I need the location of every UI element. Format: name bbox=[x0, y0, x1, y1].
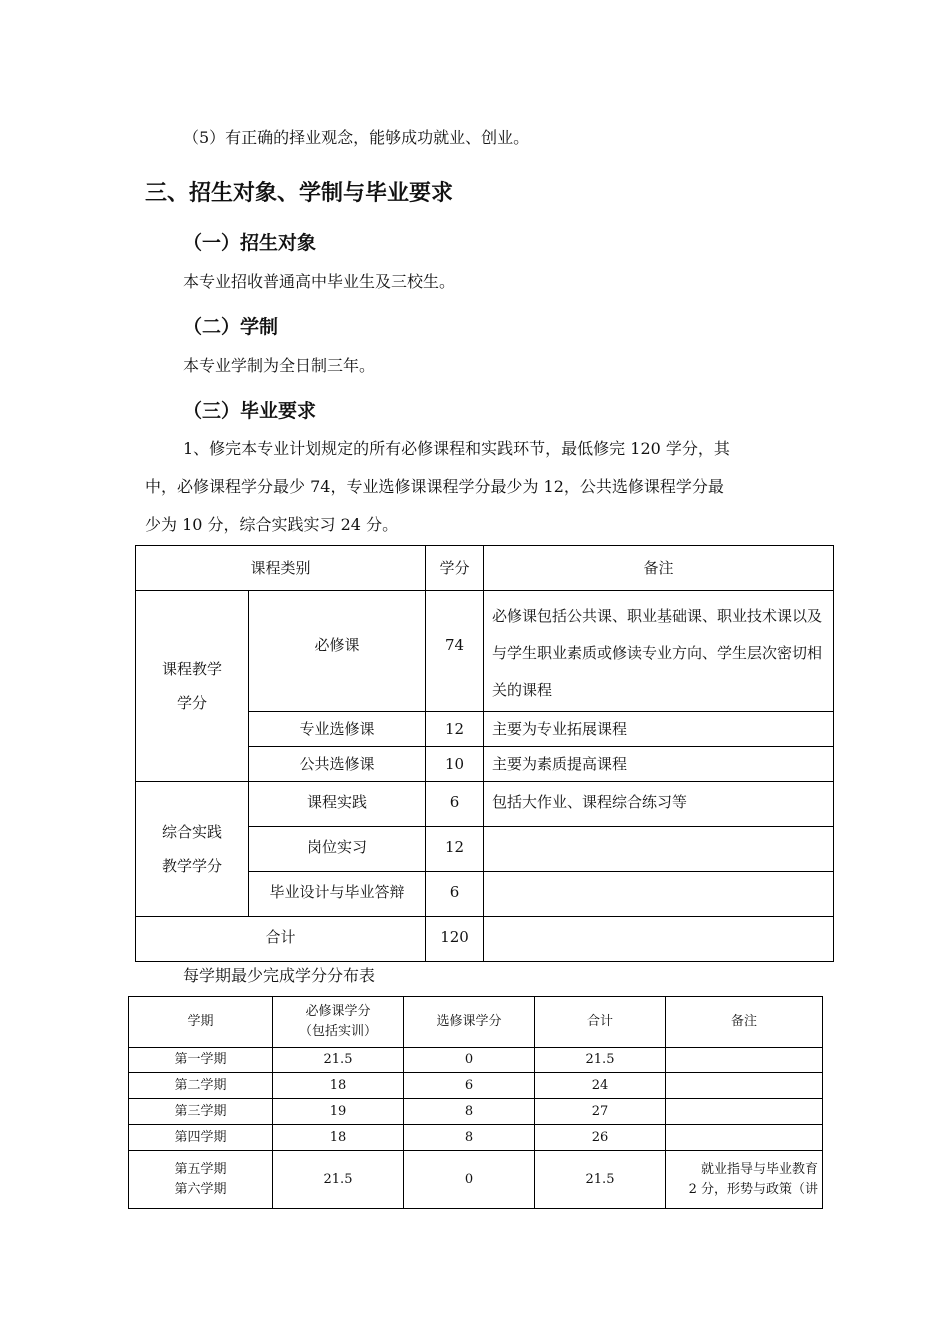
course-credits: 6 bbox=[426, 782, 484, 827]
enrollment-body: 本专业招收普通高中毕业生及三校生。 bbox=[183, 272, 456, 291]
course-note: 主要为素质提高课程 bbox=[484, 747, 834, 782]
subsection-title-enrollment: （一）招生对象 bbox=[183, 232, 317, 254]
table-row bbox=[129, 1073, 823, 1099]
course-name: 专业选修课 bbox=[249, 712, 426, 747]
elective-credits: 8 bbox=[404, 1125, 535, 1151]
term-note bbox=[666, 1099, 823, 1125]
semester-table bbox=[128, 996, 823, 1209]
header-term: 学期 bbox=[129, 997, 273, 1048]
total-note bbox=[484, 917, 834, 962]
group-course-teaching: 课程教学学分 bbox=[136, 591, 249, 782]
course-name: 必修课 bbox=[249, 591, 426, 712]
header-category: 课程类别 bbox=[136, 546, 426, 591]
course-credits: 12 bbox=[426, 712, 484, 747]
course-name: 岗位实习 bbox=[249, 827, 426, 872]
course-credits: 74 bbox=[426, 591, 484, 712]
course-credits: 6 bbox=[426, 872, 484, 917]
required-credits: 19 bbox=[273, 1099, 404, 1125]
term: 第三学期 bbox=[129, 1099, 273, 1125]
requirement-line-3: 少为 10 分，综合实践实习 24 分。 bbox=[145, 515, 399, 534]
course-name: 课程实践 bbox=[249, 782, 426, 827]
table-row bbox=[129, 1099, 823, 1125]
course-note bbox=[484, 827, 834, 872]
term-note bbox=[666, 1125, 823, 1151]
table-total-row bbox=[136, 917, 834, 962]
subsection-title-graduation: （三）毕业要求 bbox=[183, 400, 317, 422]
required-credits: 21.5 bbox=[273, 1048, 404, 1073]
elective-credits: 6 bbox=[404, 1073, 535, 1099]
elective-credits: 0 bbox=[404, 1151, 535, 1209]
term: 第五学期 第六学期 bbox=[129, 1151, 273, 1209]
header-total: 合计 bbox=[535, 997, 666, 1048]
term: 第四学期 bbox=[129, 1125, 273, 1151]
total-credits: 26 bbox=[535, 1125, 666, 1151]
course-credits: 10 bbox=[426, 747, 484, 782]
term-note bbox=[666, 1073, 823, 1099]
header-credits: 学分 bbox=[426, 546, 484, 591]
subsection-title-duration: （二）学制 bbox=[183, 316, 279, 338]
course-name: 毕业设计与毕业答辩 bbox=[249, 872, 426, 917]
term: 第一学期 bbox=[129, 1048, 273, 1073]
group-practice: 综合实践教学学分 bbox=[136, 782, 249, 917]
elective-credits: 8 bbox=[404, 1099, 535, 1125]
duration-body: 本专业学制为全日制三年。 bbox=[183, 356, 376, 375]
table-row bbox=[136, 782, 834, 827]
credit-table-header bbox=[136, 546, 834, 591]
table-row bbox=[136, 591, 834, 712]
table-row bbox=[129, 1125, 823, 1151]
course-note: 必修课包括公共课、职业基础课、职业技术课以及与学生职业素质或修读专业方向、学生层次密切相关的课程 bbox=[484, 591, 834, 712]
term: 第二学期 bbox=[129, 1073, 273, 1099]
section-title: 三、招生对象、学制与毕业要求 bbox=[145, 181, 454, 206]
semester-table-header bbox=[129, 997, 823, 1048]
header-notes: 备注 bbox=[484, 546, 834, 591]
total-label: 合计 bbox=[136, 917, 426, 962]
required-credits: 18 bbox=[273, 1125, 404, 1151]
table-row bbox=[129, 1151, 823, 1209]
table-row bbox=[129, 1048, 823, 1073]
total-credits: 21.5 bbox=[535, 1048, 666, 1073]
total-credits: 120 bbox=[426, 917, 484, 962]
course-note: 包括大作业、课程综合练习等 bbox=[484, 782, 834, 827]
header-elective: 选修课学分 bbox=[404, 997, 535, 1048]
course-credits: 12 bbox=[426, 827, 484, 872]
required-credits: 18 bbox=[273, 1073, 404, 1099]
course-note bbox=[484, 872, 834, 917]
total-credits: 24 bbox=[535, 1073, 666, 1099]
course-note: 主要为专业拓展课程 bbox=[484, 712, 834, 747]
term-note: 就业指导与毕业教育 2 分，形势与政策（讲 bbox=[666, 1151, 823, 1209]
elective-credits: 0 bbox=[404, 1048, 535, 1073]
header-required: 必修课学分 （包括实训） bbox=[273, 997, 404, 1048]
total-credits: 27 bbox=[535, 1099, 666, 1125]
intro-item: （5）有正确的择业观念，能够成功就业、创业。 bbox=[183, 128, 530, 147]
requirement-line-2: 中，必修课程学分最少 74，专业选修课课程学分最少为 12，公共选修课程学分最 bbox=[145, 477, 724, 496]
required-credits: 21.5 bbox=[273, 1151, 404, 1209]
semester-table-caption: 每学期最少完成学分分布表 bbox=[183, 966, 376, 985]
header-notes: 备注 bbox=[666, 997, 823, 1048]
credit-table bbox=[135, 545, 834, 962]
course-name: 公共选修课 bbox=[249, 747, 426, 782]
requirement-line-1: 1、修完本专业计划规定的所有必修课程和实践环节，最低修完 120 学分，其 bbox=[183, 439, 730, 458]
total-credits: 21.5 bbox=[535, 1151, 666, 1209]
term-note bbox=[666, 1048, 823, 1073]
